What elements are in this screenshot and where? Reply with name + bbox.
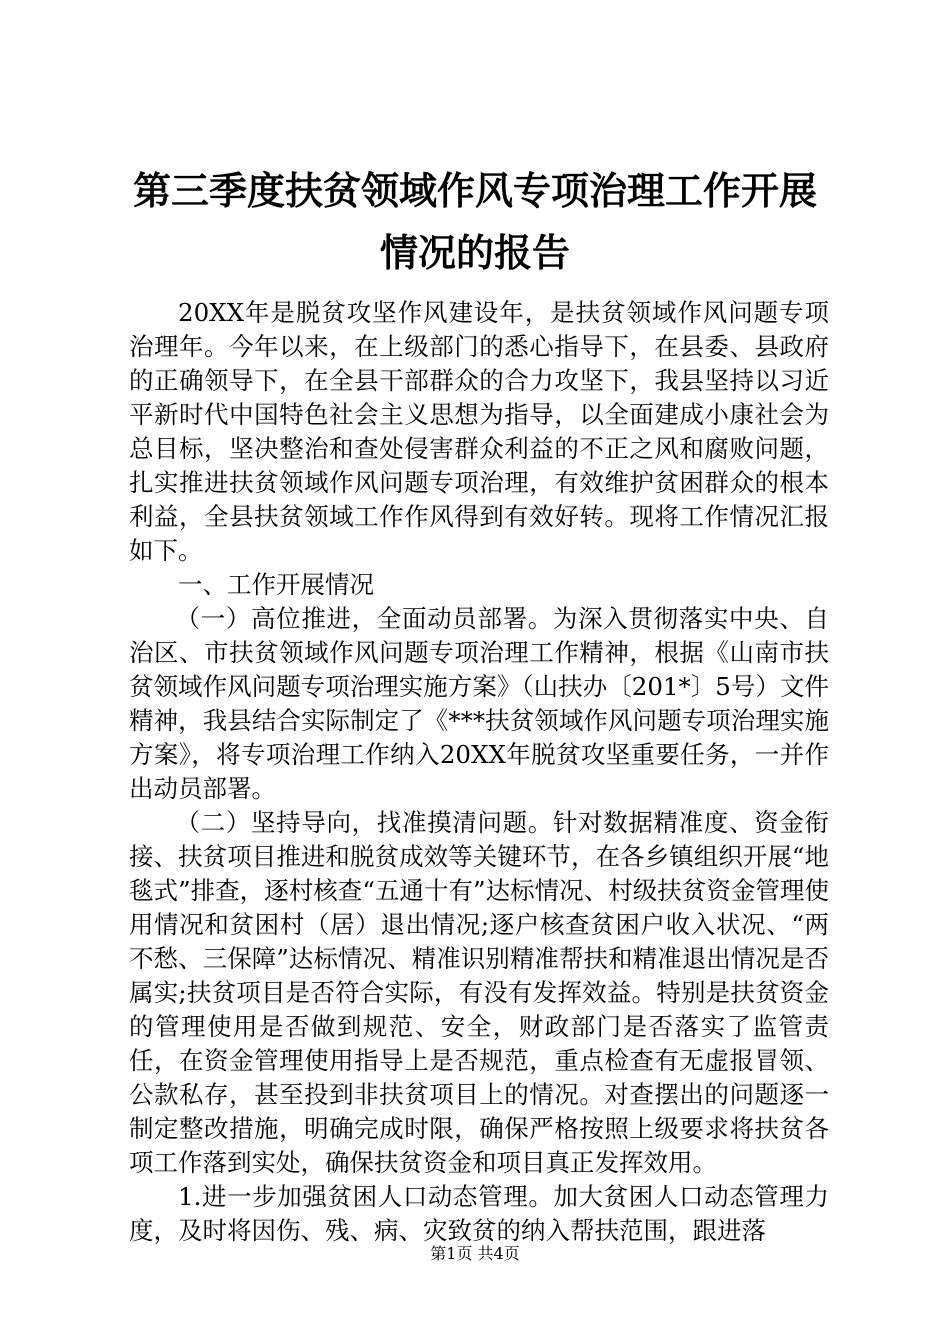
section-heading: 一、工作开展情况 xyxy=(178,570,374,599)
paragraph-item-1: 1.进一步加强贫困人口动态管理。加大贫困人口动态管理力度，及时将因伤、残、病、灾致贫的纳入帮扶范围，跟进落 xyxy=(129,1182,829,1245)
document-body xyxy=(129,296,829,1248)
paragraph-intro: 20XX年是脱贫攻坚作风建设年，是扶贫领域作风问题专项治理年。今年以来，在上级部门的悉心指导下，在县委、县政府的正确领导下，在全县干部群众的合力攻坚下，我县坚持以习近平新时代中国特色社会主义思想为指导，以全面建成小康社会为总目标，坚决整治和查处侵害群众利益的不正之风和腐败问题，扎实推进扶贫领域作风问题专项治理，有效维护贫困群众的根本利益，全县扶贫领域工作作风得到有效好转。现将工作情况汇报如下。 xyxy=(129,298,829,565)
paragraph-subsection-2: （二）坚持导向，找准摸清问题。针对数据精准度、资金衔接、扶贫项目推进和脱贫成效等关键环节，在各乡镇组织开展“地毯式”排查，逐村核查“五通十有”达标情况、村级扶贫资金管理使用情况和贫困村（居）退出情况;逐户核查贫困户收入状况、“两不愁、三保障”达标情况、精准识别精准帮扶和精准退出情况是否属实;扶贫项目是否符合实际，有没有发挥效益。特别是扶贫资金的管理使用是否做到规范、安全，财政部门是否落实了监管责任，在资金管理使用指导上是否规范，重点检查有无虚报冒领、公款私存，甚至投到非扶贫项目上的情况。对查摆出的问题逐一制定整改措施，明确完成时限，确保严格按照上级要求将扶贫各项工作落到实处，确保扶贫资金和项目真正发挥效用。 xyxy=(129,808,829,1177)
paragraph-subsection-1: （一）高位推进，全面动员部署。为深入贯彻落实中央、自治区、市扶贫领域作风问题专项治理工作精神，根据《山南市扶贫领域作风问题专项治理实施方案》（山扶办〔201*〕5号）文件精神，我县结合实际制定了《***扶贫领域作风问题专项治理实施方案》，将专项治理工作纳入20XX年脱贫攻坚重要任务，一并作出动员部署。 xyxy=(129,604,829,803)
page-footer: 第1页 共4页 xyxy=(430,1244,520,1263)
document-title: 第三季度扶贫领域作风专项治理工作开展情况的报告 xyxy=(132,168,817,275)
